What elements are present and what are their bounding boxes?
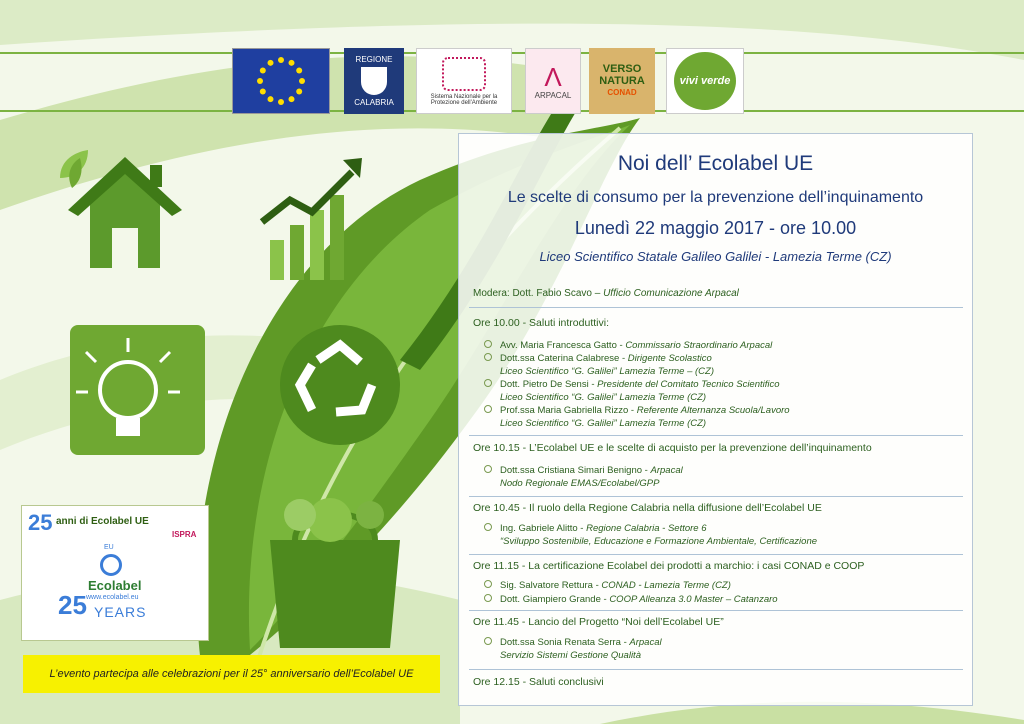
moderator-line: Modera: Dott. Fabio Scavo – Ufficio Comunicazione Arpacal xyxy=(473,288,739,299)
program-1045: Ore 10.45 - Il ruolo della Regione Calabria nella diffusione dell’Ecolabel UE xyxy=(473,502,822,514)
shopping-bag-icon xyxy=(270,498,400,648)
snpa-logo xyxy=(416,48,512,114)
program-1015: Ore 10.15 - L’Ecolabel UE e le scelte di acquisto per la prevenzione dell’inquinamento xyxy=(473,442,872,454)
eu-badge: EU xyxy=(104,544,114,551)
lightbulb-icon xyxy=(70,325,205,455)
speaker-grande: Dott. Giampiero Grande - COOP Alleanza 3.0 Master – Catanzaro xyxy=(500,593,960,606)
anni-label: anni di Ecolabel UE xyxy=(56,516,149,527)
arpacal-label: ARPACAL xyxy=(534,90,572,100)
moderator-role: Ufficio Comunicazione Arpacal xyxy=(603,288,739,299)
eu-stars-icon xyxy=(234,50,328,112)
speaker-calabrese: Dott.ssa Caterina Calabrese - Dirigente Scolastico Liceo Scientifico “G. Galilei” Lamezia Terme – (CZ) xyxy=(500,352,960,378)
divider xyxy=(469,554,963,555)
hexagon-network-icon xyxy=(442,57,486,91)
regione-calabria-logo xyxy=(344,48,404,114)
event-title: Noi dell’ Ecolabel UE xyxy=(617,152,814,175)
event-subtitle: Le scelte di consumo per la prevenzione dell’inquinamento xyxy=(507,189,924,206)
banner-text: L’evento partecipa alle celebrazioni per il 25° anniversario dell’Ecolabel UE xyxy=(49,668,414,680)
speaker-role: Arpacal xyxy=(650,465,683,476)
speaker-role: Referente Alternanza Scuola/Lavoro xyxy=(636,405,790,416)
speaker-affiliation: Nodo Regionale EMAS/Ecolabel/GPP xyxy=(500,478,660,489)
eu-star-icon xyxy=(268,60,274,66)
divider xyxy=(469,610,963,611)
bullet-icon xyxy=(484,594,492,602)
speaker-affiliation: “Sviluppo Sostenibile, Educazione e Formazione Ambientale, Certificazione xyxy=(500,536,818,547)
years-label: YEARS xyxy=(94,604,147,620)
eu-star-icon xyxy=(299,78,305,84)
arpacal-mark-icon: Λ xyxy=(544,61,562,92)
calabria-label: CALABRIA xyxy=(354,98,394,107)
speaker-affiliation: Liceo Scientifico “G. Galilei” Lamezia Terme – (CZ) xyxy=(500,366,714,377)
eu-star-icon xyxy=(296,68,302,74)
bullet-icon xyxy=(484,340,492,348)
program-1215: Ore 12.15 - Saluti conclusivi xyxy=(473,676,604,688)
speaker-role: Arpacal xyxy=(629,637,662,648)
speaker-rizzo: Prof.ssa Maria Gabriella Rizzo - Referente Alternanza Scuola/Lavoro Liceo Scientifico “G. Galilei” Lamezia Terme (CZ) xyxy=(500,404,960,430)
eu-star-icon xyxy=(278,99,284,105)
bullet-icon xyxy=(484,379,492,387)
speaker-role: CONAD - Lamezia Terme (CZ) xyxy=(601,580,731,591)
speaker-name: Dott. Giampiero Grande xyxy=(500,594,601,605)
bullet-icon xyxy=(484,580,492,588)
verso-label: VERSO xyxy=(602,63,642,75)
flower-icon xyxy=(100,554,122,576)
program-1145: Ore 11.45 - Lancio del Progetto “Noi dell’Ecolabel UE” xyxy=(473,616,724,628)
eu-star-icon xyxy=(260,68,266,74)
divider xyxy=(469,669,963,670)
eu-flag-logo xyxy=(232,48,330,114)
speaker-role: Dirigente Scolastico xyxy=(627,353,712,364)
eu-star-icon xyxy=(289,60,295,66)
eu-star-icon xyxy=(268,96,274,102)
speaker-affiliation: Liceo Scientifico “G. Galilei” Lamezia Terme (CZ) xyxy=(500,418,707,429)
speaker-affiliation: Servizio Sistemi Gestione Qualità xyxy=(500,650,641,661)
eu-star-icon xyxy=(296,89,302,95)
conad-label: CONAD xyxy=(607,88,637,97)
speaker-rettura: Sig. Salvatore Rettura - CONAD - Lamezia Terme (CZ) xyxy=(500,579,960,592)
divider xyxy=(469,496,963,497)
snpa-label: Sistema Nazionale per la Protezione dell'Ambiente xyxy=(430,93,498,106)
anniversary-banner xyxy=(23,655,440,693)
eu-star-icon xyxy=(257,78,263,84)
speaker-role: Commissario Straordinario Arpacal xyxy=(625,340,773,351)
ecolabel-logo xyxy=(82,544,142,604)
moderator-label: Modera: Dott. Fabio Scavo xyxy=(473,288,592,299)
bullet-icon xyxy=(484,523,492,531)
speaker-name: Ing. Gabriele Alitto xyxy=(500,523,578,534)
speaker-name: Dott. Pietro De Sensi xyxy=(500,379,589,390)
vivi-verde-badge xyxy=(674,52,736,110)
event-venue: Liceo Scientifico Statale Galileo Galilei - Lamezia Terme (CZ) xyxy=(539,249,892,264)
verso-natura-logo xyxy=(589,48,655,114)
ispra-label: ISPRA xyxy=(172,530,197,539)
speaker-name: Prof.ssa Maria Gabriella Rizzo xyxy=(500,405,629,416)
divider xyxy=(469,307,963,308)
speaker-serra: Dott.ssa Sonia Renata Serra - Arpacal Servizio Sistemi Gestione Qualità xyxy=(500,636,960,662)
divider xyxy=(469,435,963,436)
eu-star-icon xyxy=(278,57,284,63)
speaker-affiliation: Liceo Scientifico “G. Galilei” Lamezia Terme (CZ) xyxy=(500,392,707,403)
ecolabel-name: Ecolabel xyxy=(88,578,142,593)
speaker-desensi: Dott. Pietro De Sensi - Presidente del Comitato Tecnico Scientifico Liceo Scientifico “G. Galilei” Lamezia Terme (CZ) xyxy=(500,378,960,404)
speaker-name: Dott.ssa Caterina Calabrese xyxy=(500,353,620,364)
bullet-icon xyxy=(484,637,492,645)
speaker-name: Dott.ssa Sonia Renata Serra xyxy=(500,637,621,648)
bullet-icon xyxy=(484,465,492,473)
ecolabel-anniversary-box xyxy=(21,505,209,641)
anni-number: 25 xyxy=(28,510,53,535)
program-1115: Ore 11.15 - La certificazione Ecolabel dei prodotti a marchio: i casi CONAD e COOP xyxy=(473,560,865,572)
vivi-verde-logo xyxy=(666,48,744,114)
speaker-role: Regione Calabria - Settore 6 xyxy=(586,523,707,534)
eu-star-icon xyxy=(289,96,295,102)
arpacal-logo xyxy=(525,48,581,114)
program-1000: Ore 10.00 - Saluti introduttivi: xyxy=(473,317,609,329)
speaker-name: Sig. Salvatore Rettura xyxy=(500,580,593,591)
speaker-alitto: Ing. Gabriele Alitto - Regione Calabria - Settore 6 “Sviluppo Sostenibile, Educazione e Formazione Ambientale, Certificazione xyxy=(500,522,960,548)
speaker-role: Presidente del Comitato Tecnico Scientifico xyxy=(597,379,780,390)
years-number: 25 xyxy=(58,590,87,620)
natura-label: NATURA xyxy=(599,75,645,87)
ecolabel-url: www.ecolabel.eu xyxy=(86,594,139,601)
program-panel xyxy=(458,133,973,706)
speaker-name: Avv. Maria Francesca Gatto xyxy=(500,340,617,351)
bullet-icon xyxy=(484,405,492,413)
recycle-icon xyxy=(280,325,400,445)
eu-star-icon xyxy=(260,89,266,95)
bullet-icon xyxy=(484,353,492,361)
crest-icon xyxy=(361,67,387,95)
speaker-gatto: Avv. Maria Francesca Gatto - Commissario Straordinario Arpacal xyxy=(500,339,960,352)
speaker-name: Dott.ssa Cristiana Simari Benigno xyxy=(500,465,643,476)
speaker-simari: Dott.ssa Cristiana Simari Benigno - Arpacal Nodo Regionale EMAS/Ecolabel/GPP xyxy=(500,464,960,490)
event-date: Lunedì 22 maggio 2017 - ore 10.00 xyxy=(574,218,857,238)
vivi-verde-label: vivi verde xyxy=(679,75,731,87)
speaker-role: COOP Alleanza 3.0 Master – Catanzaro xyxy=(609,594,778,605)
regione-label: REGIONE xyxy=(355,55,393,64)
